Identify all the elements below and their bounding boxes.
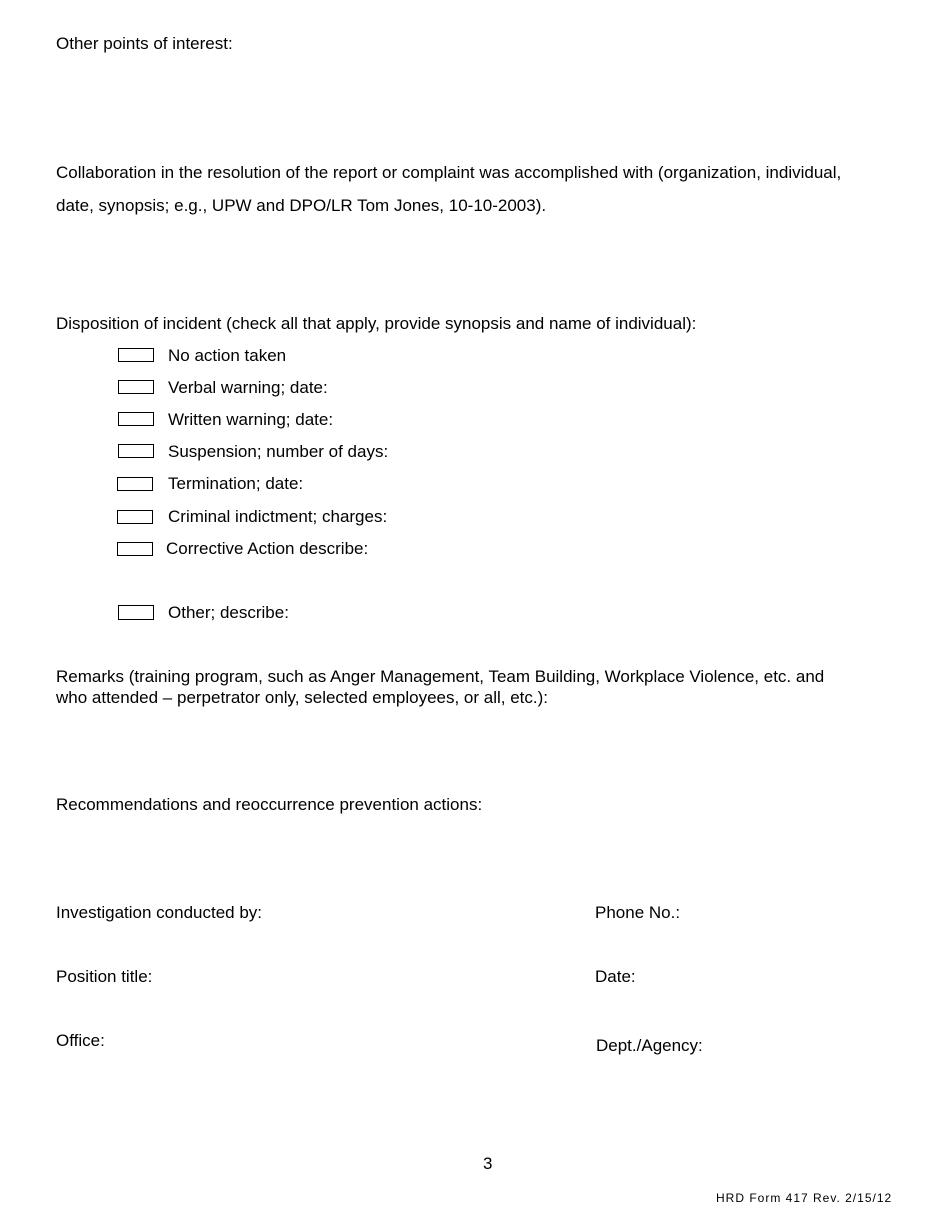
- written-warning-label: Written warning; date:: [168, 410, 334, 429]
- collaboration-text-line1: Collaboration in the resolution of the report or complaint was accomplished with (organization, individual,: [56, 163, 842, 182]
- corrective-action-checkbox[interactable]: [117, 542, 153, 556]
- other-points-label: Other points of interest:: [56, 34, 233, 53]
- written-warning-checkbox[interactable]: [118, 412, 154, 426]
- verbal-warning-checkbox[interactable]: [118, 380, 154, 394]
- verbal-warning-label: Verbal warning; date:: [168, 378, 328, 397]
- other-checkbox[interactable]: [118, 605, 154, 620]
- termination-label: Termination; date:: [168, 474, 304, 493]
- office-label: Office:: [56, 1031, 105, 1050]
- agency-label: Dept./Agency:: [596, 1036, 703, 1055]
- no-action-checkbox[interactable]: [118, 348, 154, 362]
- no-action-label: No action taken: [168, 346, 287, 365]
- investigator-label: Investigation conducted by:: [56, 903, 263, 922]
- suspension-checkbox[interactable]: [118, 444, 154, 458]
- date-label: Date:: [595, 967, 636, 986]
- suspension-label: Suspension; number of days:: [168, 442, 389, 461]
- position-title-label: Position title:: [56, 967, 153, 986]
- phone-label: Phone No.:: [595, 903, 681, 922]
- criminal-indictment-checkbox[interactable]: [117, 510, 153, 524]
- recommendations-label: Recommendations and reoccurrence prevention actions:: [56, 795, 483, 814]
- collaboration-text-line2: date, synopsis; e.g., UPW and DPO/LR Tom Jones, 10-10-2003).: [56, 196, 547, 215]
- other-label: Other; describe:: [168, 603, 289, 622]
- disposition-heading: Disposition of incident (check all that apply, provide synopsis and name of individual):: [56, 314, 697, 333]
- termination-checkbox[interactable]: [117, 477, 153, 491]
- corrective-action-label: Corrective Action describe:: [166, 539, 369, 558]
- form-identifier: HRD Form 417 Rev. 2/15/12: [716, 1191, 893, 1205]
- remarks-text-line1: Remarks (training program, such as Anger Management, Team Building, Workplace Violence, etc. and: [56, 667, 825, 686]
- remarks-text-line2: who attended – perpetrator only, selected employees, or all, etc.):: [56, 688, 549, 707]
- criminal-indictment-label: Criminal indictment; charges:: [168, 507, 388, 526]
- page-number: 3: [483, 1154, 493, 1173]
